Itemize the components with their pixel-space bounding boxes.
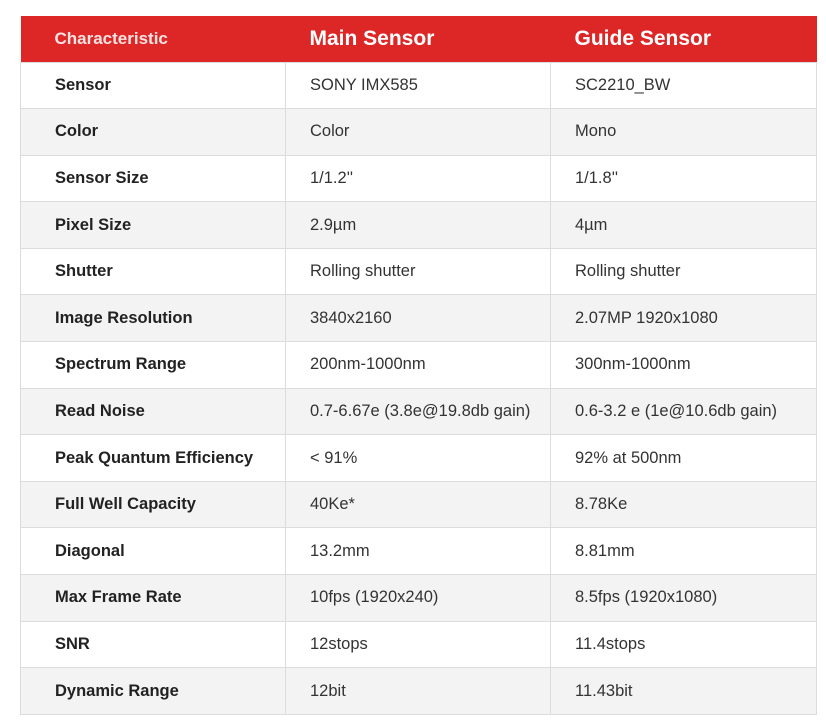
guide-sensor-cell: 1/1.8'' xyxy=(551,155,817,202)
main-sensor-cell: 40Ke* xyxy=(286,481,551,528)
main-sensor-cell: 2.9µm xyxy=(286,202,551,249)
guide-sensor-cell: 8.78Ke xyxy=(551,481,817,528)
guide-sensor-cell: 11.4stops xyxy=(551,621,817,668)
characteristic-cell: Spectrum Range xyxy=(21,342,286,389)
characteristic-cell: Image Resolution xyxy=(21,295,286,342)
table-row xyxy=(21,435,817,482)
main-sensor-cell: SONY IMX585 xyxy=(286,62,551,109)
guide-sensor-cell: 92% at 500nm xyxy=(551,435,817,482)
guide-sensor-cell: 2.07MP 1920x1080 xyxy=(551,295,817,342)
characteristic-cell: Shutter xyxy=(21,248,286,295)
guide-sensor-cell: 0.6-3.2 e (1e@10.6db gain) xyxy=(551,388,817,435)
main-sensor-cell: < 91% xyxy=(286,435,551,482)
characteristic-cell: Sensor xyxy=(21,62,286,109)
characteristic-cell: Dynamic Range xyxy=(21,668,286,715)
characteristic-cell: Peak Quantum Efficiency xyxy=(21,435,286,482)
guide-sensor-cell: 4µm xyxy=(551,202,817,249)
guide-sensor-cell: Mono xyxy=(551,109,817,156)
table-row xyxy=(21,109,817,156)
main-sensor-cell: 0.7-6.67e (3.8e@19.8db gain) xyxy=(286,388,551,435)
characteristic-cell: Pixel Size xyxy=(21,202,286,249)
characteristic-cell: Read Noise xyxy=(21,388,286,435)
main-sensor-cell: 3840x2160 xyxy=(286,295,551,342)
guide-sensor-cell: 8.5fps (1920x1080) xyxy=(551,575,817,622)
table-row xyxy=(21,388,817,435)
characteristic-cell: SNR xyxy=(21,621,286,668)
guide-sensor-cell: 11.43bit xyxy=(551,668,817,715)
main-sensor-cell: Rolling shutter xyxy=(286,248,551,295)
main-sensor-cell: 200nm-1000nm xyxy=(286,342,551,389)
main-sensor-cell: 10fps (1920x240) xyxy=(286,575,551,622)
characteristic-cell: Diagonal xyxy=(21,528,286,575)
main-sensor-cell: 1/1.2'' xyxy=(286,155,551,202)
table-row xyxy=(21,528,817,575)
guide-sensor-cell: SC2210_BW xyxy=(551,62,817,109)
table-body xyxy=(21,62,817,714)
table-row xyxy=(21,621,817,668)
header-row xyxy=(21,16,817,62)
characteristic-cell: Full Well Capacity xyxy=(21,481,286,528)
header-characteristic: Characteristic xyxy=(54,28,168,48)
main-sensor-cell: 13.2mm xyxy=(286,528,551,575)
guide-sensor-cell: 300nm-1000nm xyxy=(551,342,817,389)
table-row xyxy=(21,295,817,342)
table-row xyxy=(21,62,817,109)
main-sensor-cell: 12stops xyxy=(286,621,551,668)
guide-sensor-cell: 8.81mm xyxy=(551,528,817,575)
main-sensor-cell: Color xyxy=(286,109,551,156)
characteristic-cell: Color xyxy=(21,109,286,156)
characteristic-cell: Max Frame Rate xyxy=(21,575,286,622)
sensor-spec-table xyxy=(20,16,817,715)
header-main-sensor: Main Sensor xyxy=(309,26,435,50)
table-row xyxy=(21,575,817,622)
table-row xyxy=(21,155,817,202)
table-row xyxy=(21,202,817,249)
characteristic-cell: Sensor Size xyxy=(21,155,286,202)
guide-sensor-cell: Rolling shutter xyxy=(551,248,817,295)
header-guide-sensor: Guide Sensor xyxy=(574,26,712,50)
table-row xyxy=(21,248,817,295)
main-sensor-cell: 12bit xyxy=(286,668,551,715)
table-row xyxy=(21,342,817,389)
table-row xyxy=(21,668,817,715)
table-row xyxy=(21,481,817,528)
table-header xyxy=(21,16,817,62)
